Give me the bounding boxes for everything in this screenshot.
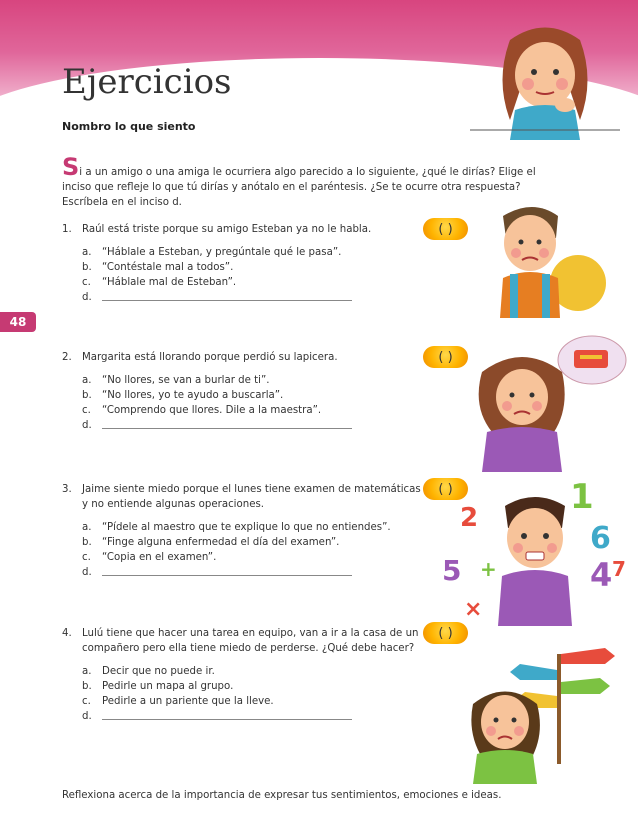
option-text: “Háblale mal de Esteban”.: [102, 277, 237, 288]
options-list: [82, 664, 422, 725]
option-letter: d.: [82, 567, 92, 578]
page-title: Ejercicios: [62, 62, 232, 102]
option-c: [82, 275, 422, 290]
question-stem: Lulú tiene que hacer una tarea en equipo, van a ir a la casa de un compañero pero ella tiene miedo de perderse. ¿Qué debe hacer?: [82, 628, 419, 654]
answer-oval-2[interactable]: ( ): [423, 346, 468, 368]
digit-7: 7: [612, 557, 626, 581]
option-d: [82, 565, 422, 581]
option-text: Pedirle un mapa al grupo.: [102, 681, 234, 692]
svg-text:+: +: [480, 557, 497, 581]
answer-line[interactable]: [102, 418, 352, 429]
option-a: [82, 664, 422, 679]
digit-2: 2: [460, 503, 479, 533]
option-c: [82, 694, 422, 709]
option-d: [82, 709, 422, 725]
option-letter: d.: [82, 420, 92, 431]
option-b: [82, 535, 422, 550]
answer-oval-1[interactable]: ( ): [423, 218, 468, 240]
option-text: “Comprendo que llores. Dile a la maestra”.: [102, 405, 322, 416]
digit-6: 6: [590, 521, 611, 556]
question-stem: Raúl está triste porque su amigo Esteban ya no le habla.: [82, 224, 372, 235]
option-text: “Contéstale mal a todos”.: [102, 262, 234, 273]
crying-girl-illustration: [462, 322, 632, 472]
option-letter: a.: [82, 666, 92, 677]
instructions: [62, 153, 542, 210]
option-letter: c.: [82, 552, 91, 563]
option-a: [82, 520, 422, 535]
sad-boy-illustration: [478, 198, 608, 318]
girl-thinking-illustration: [470, 20, 620, 140]
option-b: [82, 388, 422, 403]
digit-4: 4: [590, 556, 613, 594]
option-letter: a.: [82, 522, 92, 533]
question-1: [62, 222, 422, 306]
reflection-note: Reflexiona acerca de la importancia de expresar tus sentimientos, emociones e ideas.: [62, 790, 502, 801]
option-letter: c.: [82, 405, 91, 416]
question-number: 3.: [62, 484, 72, 495]
option-c: [82, 403, 422, 418]
option-letter: a.: [82, 247, 92, 258]
answer-line[interactable]: [102, 565, 352, 576]
option-b: [82, 679, 422, 694]
option-c: [82, 550, 422, 565]
option-d: [82, 290, 422, 306]
options-list: [82, 245, 422, 306]
option-text: Pedirle a un pariente que la lleve.: [102, 696, 274, 707]
option-letter: b.: [82, 390, 92, 401]
option-letter: d.: [82, 711, 92, 722]
option-text: “No llores, se van a burlar de ti”.: [102, 375, 270, 386]
question-4: [62, 626, 422, 725]
answer-line[interactable]: [102, 290, 352, 301]
option-text: “Finge alguna enfermedad el día del examen”.: [102, 537, 340, 548]
answer-line[interactable]: [102, 709, 352, 720]
worried-girl-signpost-illustration: [465, 634, 625, 784]
option-text: Decir que no puede ir.: [102, 666, 215, 677]
option-text: “No llores, yo te ayudo a buscarla”.: [102, 390, 284, 401]
question-number: 4.: [62, 628, 72, 639]
option-letter: b.: [82, 537, 92, 548]
option-letter: a.: [82, 375, 92, 386]
option-a: [82, 373, 422, 388]
question-stem: Margarita está llorando porque perdió su lapicera.: [82, 352, 338, 363]
digit-1: 1: [570, 477, 594, 517]
scared-boy-numbers-illustration: [440, 476, 630, 626]
question-number: 1.: [62, 224, 72, 235]
option-text: “Háblale a Esteban, y pregúntale qué le pasa”.: [102, 247, 342, 258]
answer-oval-3[interactable]: ( ): [423, 478, 468, 500]
option-letter: c.: [82, 277, 91, 288]
option-text: “Pídele al maestro que te explique lo que no entiendes”.: [102, 522, 391, 533]
option-text: “Copia en el examen”.: [102, 552, 217, 563]
dropcap: S: [62, 153, 80, 181]
question-stem: Jaime siente miedo porque el lunes tiene examen de matemáticas y no entiende algunas operaciones.: [82, 484, 421, 510]
svg-text:×: ×: [464, 597, 483, 622]
instructions-text: i a un amigo o una amiga le ocurriera algo parecido a lo siguiente, ¿qué le dirías? Elige el inciso que refleje lo que tú dirías y anótalo en el paréntesis. ¿Se te ocurre otra respuesta? Escríbela en el inciso d.: [62, 167, 536, 208]
page-number-tab: 48: [0, 312, 36, 332]
option-b: [82, 260, 422, 275]
section-subtitle: Nombro lo que siento: [62, 120, 196, 133]
option-letter: b.: [82, 262, 92, 273]
question-3: [62, 482, 422, 581]
option-letter: b.: [82, 681, 92, 692]
question-number: 2.: [62, 352, 72, 363]
answer-oval-4[interactable]: ( ): [423, 622, 468, 644]
option-d: [82, 418, 422, 434]
option-a: [82, 245, 422, 260]
digit-5: 5: [442, 554, 462, 587]
question-2: [62, 350, 422, 434]
option-letter: d.: [82, 292, 92, 303]
option-letter: c.: [82, 696, 91, 707]
options-list: [82, 373, 422, 434]
options-list: [82, 520, 422, 581]
